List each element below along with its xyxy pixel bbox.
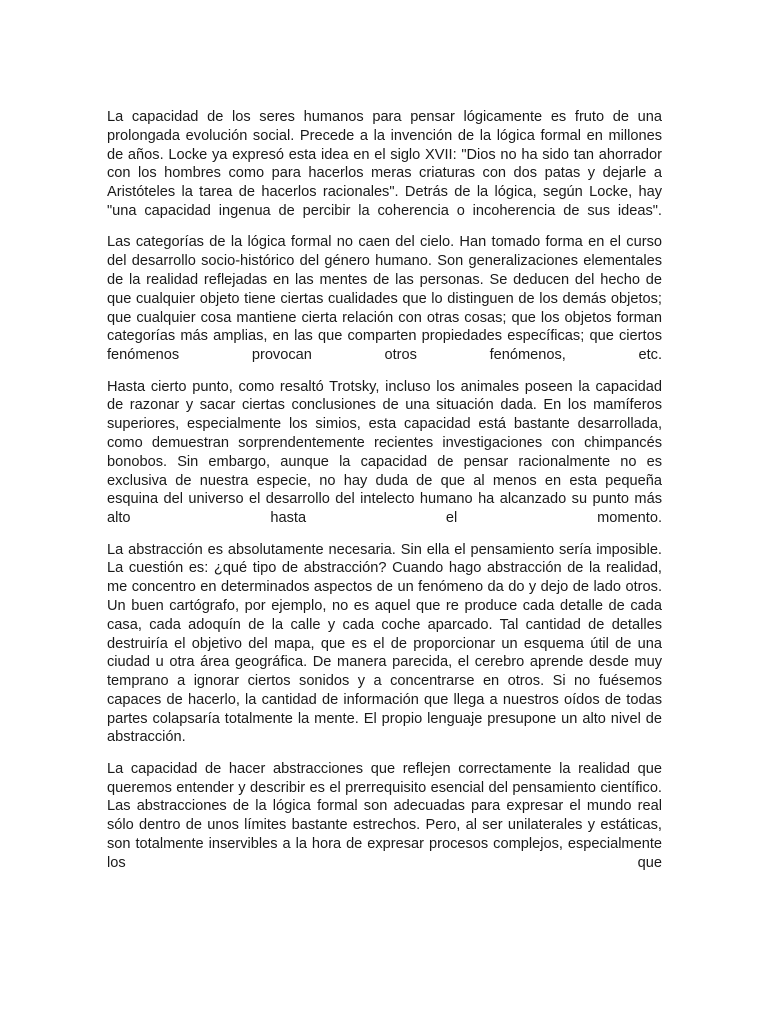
paragraph-1: La capacidad de los seres humanos para pensar lógicamente es fruto de una prolongada evolución social. Precede a la invención de la lógica formal en millones de años. Locke ya expresó esta idea en el siglo XVII: "Dios no ha sido tan ahorrador con los hombres como para hacerlos meras criaturas con dos patas y dejarle a Aristóteles la tarea de hacerlos racionales". Detrás de la lógica, según Locke, hay "una capacidad ingenua de percibir la coherencia o incoherencia de sus ideas".	[107, 109, 662, 219]
paragraph-5: La capacidad de hacer abstracciones que reflejen correctamente la realidad que queremos entender y describir es el prerrequisito esencial del pensamiento científico. Las abstracciones de la lógica formal son adecuadas para expresar el mundo real sólo dentro de unos límites bastante estrechos. Pero, al ser unilaterales y estáticas, son totalmente inservibles a la hora de expresar procesos complejos, especialmente los que	[107, 760, 662, 871]
paragraph-2: Las categorías de la lógica formal no caen del cielo. Han tomado forma en el curso del desarrollo socio-histórico del género humano. Son generalizaciones elementales de la realidad reflejadas en las mentes de las personas. Se deducen del hecho de que cualquier objeto tiene ciertas cualidades que lo distinguen de los demás objetos; que cualquier cosa mantiene cierta relación con otras cosas; que los objetos forman categorías más amplias, en las que comparten propiedades específicas; que ciertos fenómenos provocan otros fenómenos, etc.	[107, 234, 662, 364]
paragraph-3: Hasta cierto punto, como resaltó Trotsky, incluso los animales poseen la capacidad de razonar y sacar ciertas conclusiones de una situación dada. En los mamíferos superiores, especialmente los simios, esta capacidad está bastante desarrollada, como demuestran sorprendentemente recientes investigaciones con chimpancés bonobos. Sin embargo, aunque la capacidad de pensar racionalmente no es exclusiva de nuestra especie, no hay duda de que al menos en esta pequeña esquina del universo el desarrollo del intelecto humano ha alcanzado su punto más alto hasta el momento.	[107, 378, 662, 527]
document-page	[107, 108, 662, 885]
paragraph-4: La abstracción es absolutamente necesaria. Sin ella el pensamiento sería imposible. La cuestión es: ¿qué tipo de abstracción? Cuando hago abstracción de la realidad, me concentro en determinados aspectos de un fenómeno da do y dejo de lado otros. Un buen cartógrafo, por ejemplo, no es aquel que re produce cada detalle de cada casa, cada adoquín de la calle y cada coche aparcado. Tal cantidad de detalles destruiría el objetivo del mapa, que es el de proporcionar un esquema útil de una ciudad u otra área geográfica. De manera parecida, el cerebro aprende desde muy temprano a ignorar ciertos sonidos y a concentrarse en otros. Si no fuésemos capaces de hacerlo, la cantidad de información que llega a nuestros oídos de todas partes colapsaría totalmente la mente. El propio lenguaje presupone un alto nivel de abstracción.	[107, 541, 662, 746]
